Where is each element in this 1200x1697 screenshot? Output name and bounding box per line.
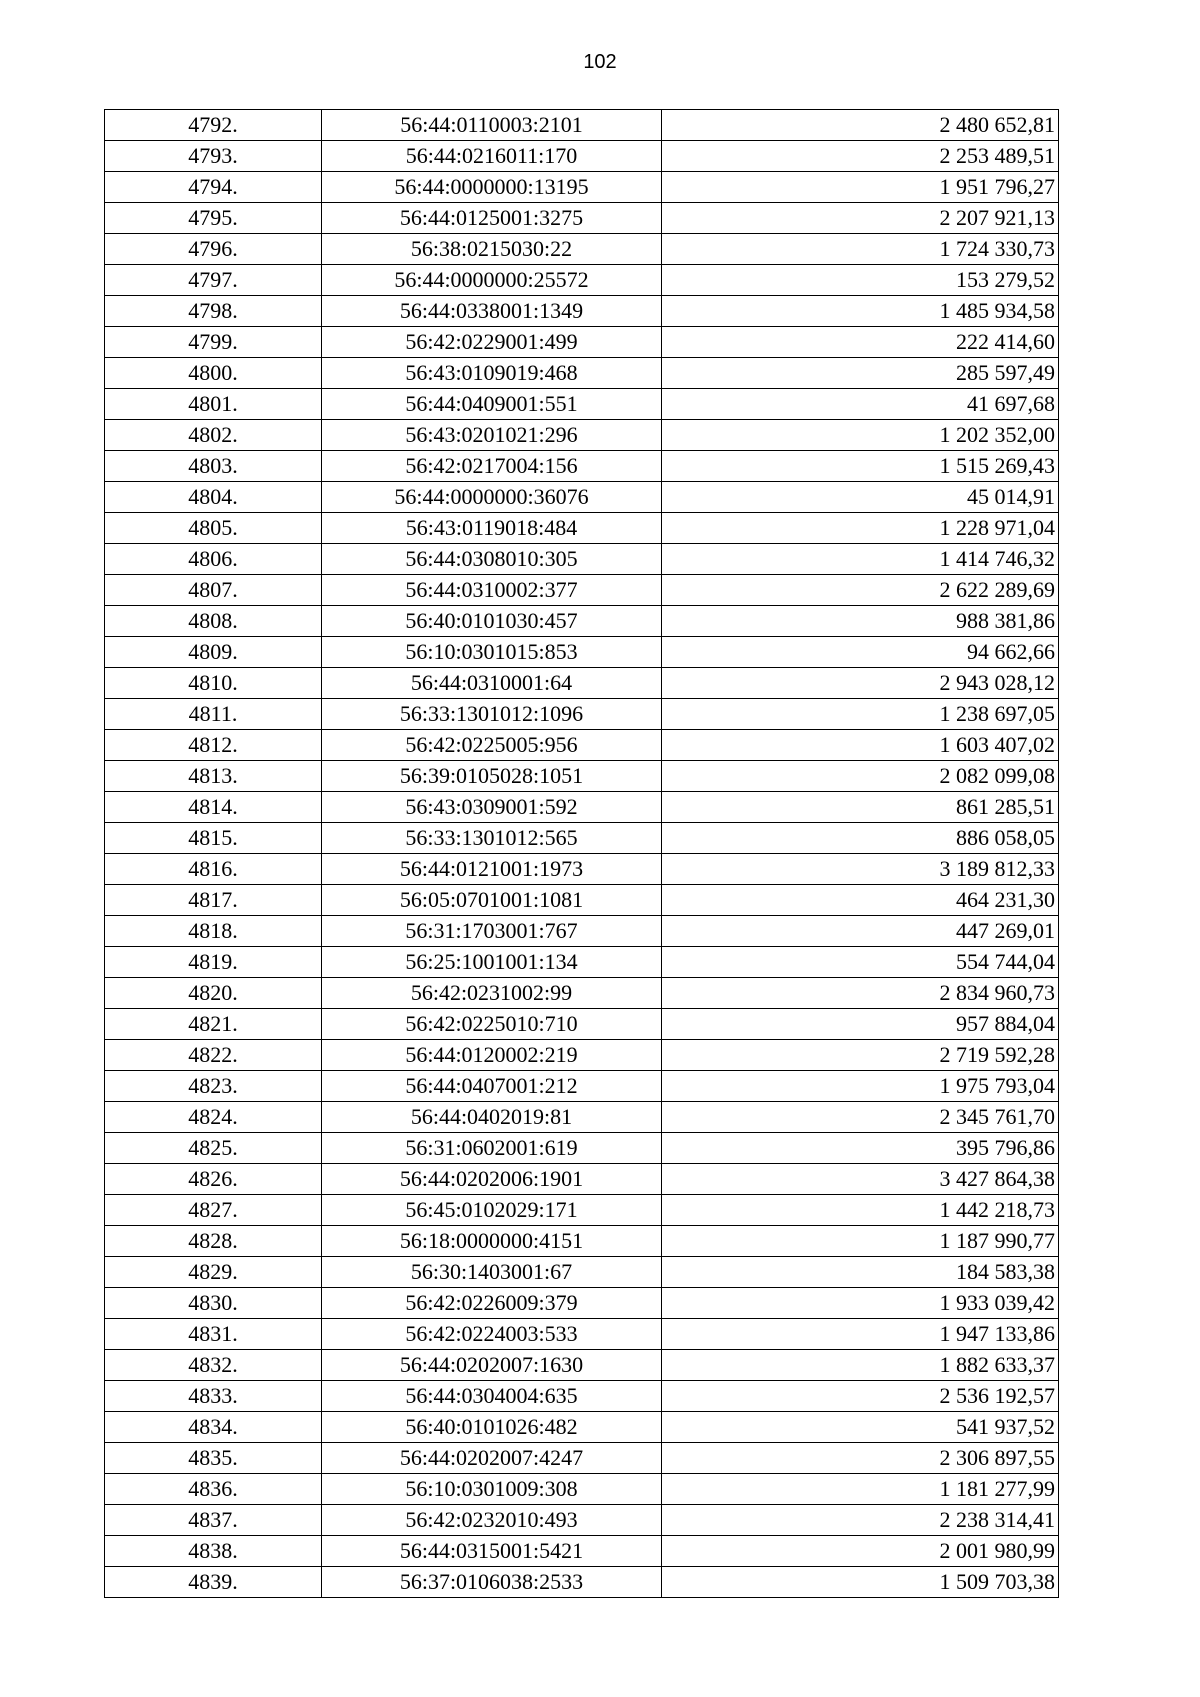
cadastral-value-cell: 2 943 028,12 xyxy=(662,668,1059,699)
cadastral-value-cell: 1 202 352,00 xyxy=(662,420,1059,451)
row-number-cell: 4820. xyxy=(105,978,322,1009)
cadastral-value-cell: 464 231,30 xyxy=(662,885,1059,916)
cadastral-value-cell: 1 187 990,77 xyxy=(662,1226,1059,1257)
table-row xyxy=(105,1195,1059,1226)
cadastral-number-cell: 56:42:0225010:710 xyxy=(322,1009,662,1040)
cadastral-value-cell: 2 253 489,51 xyxy=(662,141,1059,172)
table-row xyxy=(105,1071,1059,1102)
table-row xyxy=(105,1474,1059,1505)
row-number-cell: 4794. xyxy=(105,172,322,203)
cadastral-value-cell: 1 947 133,86 xyxy=(662,1319,1059,1350)
row-number-cell: 4821. xyxy=(105,1009,322,1040)
cadastral-value-cell: 395 796,86 xyxy=(662,1133,1059,1164)
cadastral-value-cell: 1 603 407,02 xyxy=(662,730,1059,761)
table-row xyxy=(105,1567,1059,1598)
row-number-cell: 4801. xyxy=(105,389,322,420)
table-row xyxy=(105,203,1059,234)
cadastral-number-cell: 56:42:0226009:379 xyxy=(322,1288,662,1319)
row-number-cell: 4831. xyxy=(105,1319,322,1350)
cadastral-value-cell: 1 975 793,04 xyxy=(662,1071,1059,1102)
table-row xyxy=(105,1350,1059,1381)
row-number-cell: 4839. xyxy=(105,1567,322,1598)
cadastral-value-cell: 1 485 934,58 xyxy=(662,296,1059,327)
cadastral-number-cell: 56:44:0409001:551 xyxy=(322,389,662,420)
cadastral-number-cell: 56:42:0225005:956 xyxy=(322,730,662,761)
row-number-cell: 4798. xyxy=(105,296,322,327)
cadastral-number-cell: 56:44:0202007:1630 xyxy=(322,1350,662,1381)
cadastral-number-cell: 56:44:0125001:3275 xyxy=(322,203,662,234)
cadastral-value-cell: 447 269,01 xyxy=(662,916,1059,947)
cadastral-value-cell: 1 228 971,04 xyxy=(662,513,1059,544)
table-row xyxy=(105,730,1059,761)
table-row xyxy=(105,1505,1059,1536)
row-number-cell: 4792. xyxy=(105,110,322,141)
cadastral-number-cell: 56:42:0217004:156 xyxy=(322,451,662,482)
cadastral-number-cell: 56:42:0229001:499 xyxy=(322,327,662,358)
row-number-cell: 4822. xyxy=(105,1040,322,1071)
table-row xyxy=(105,358,1059,389)
row-number-cell: 4830. xyxy=(105,1288,322,1319)
cadastral-number-cell: 56:44:0402019:81 xyxy=(322,1102,662,1133)
cadastral-value-cell: 41 697,68 xyxy=(662,389,1059,420)
cadastral-number-cell: 56:18:0000000:4151 xyxy=(322,1226,662,1257)
row-number-cell: 4806. xyxy=(105,544,322,575)
cadastral-value-cell: 541 937,52 xyxy=(662,1412,1059,1443)
cadastral-value-cell: 1 238 697,05 xyxy=(662,699,1059,730)
row-number-cell: 4796. xyxy=(105,234,322,265)
row-number-cell: 4807. xyxy=(105,575,322,606)
cadastral-value-cell: 1 414 746,32 xyxy=(662,544,1059,575)
table-row xyxy=(105,699,1059,730)
table-row xyxy=(105,544,1059,575)
cadastral-value-cell: 957 884,04 xyxy=(662,1009,1059,1040)
cadastral-value-cell: 2 238 314,41 xyxy=(662,1505,1059,1536)
cadastral-number-cell: 56:39:0105028:1051 xyxy=(322,761,662,792)
cadastral-number-cell: 56:43:0109019:468 xyxy=(322,358,662,389)
row-number-cell: 4811. xyxy=(105,699,322,730)
cadastral-value-cell: 3 427 864,38 xyxy=(662,1164,1059,1195)
row-number-cell: 4802. xyxy=(105,420,322,451)
table-row xyxy=(105,1009,1059,1040)
row-number-cell: 4835. xyxy=(105,1443,322,1474)
table-body xyxy=(105,110,1059,1598)
cadastral-number-cell: 56:43:0119018:484 xyxy=(322,513,662,544)
row-number-cell: 4837. xyxy=(105,1505,322,1536)
row-number-cell: 4819. xyxy=(105,947,322,978)
row-number-cell: 4808. xyxy=(105,606,322,637)
row-number-cell: 4824. xyxy=(105,1102,322,1133)
cadastral-value-cell: 2 082 099,08 xyxy=(662,761,1059,792)
cadastral-number-cell: 56:43:0201021:296 xyxy=(322,420,662,451)
cadastral-number-cell: 56:43:0309001:592 xyxy=(322,792,662,823)
cadastral-value-cell: 1 509 703,38 xyxy=(662,1567,1059,1598)
table-row xyxy=(105,978,1059,1009)
cadastral-number-cell: 56:44:0310002:377 xyxy=(322,575,662,606)
cadastral-number-cell: 56:44:0407001:212 xyxy=(322,1071,662,1102)
cadastral-value-cell: 2 622 289,69 xyxy=(662,575,1059,606)
row-number-cell: 4836. xyxy=(105,1474,322,1505)
row-number-cell: 4812. xyxy=(105,730,322,761)
cadastral-value-cell: 1 442 218,73 xyxy=(662,1195,1059,1226)
cadastral-number-cell: 56:44:0338001:1349 xyxy=(322,296,662,327)
cadastral-number-cell: 56:31:0602001:619 xyxy=(322,1133,662,1164)
row-number-cell: 4800. xyxy=(105,358,322,389)
cadastral-value-cell: 285 597,49 xyxy=(662,358,1059,389)
row-number-cell: 4793. xyxy=(105,141,322,172)
cadastral-number-cell: 56:05:0701001:1081 xyxy=(322,885,662,916)
row-number-cell: 4833. xyxy=(105,1381,322,1412)
cadastral-number-cell: 56:31:1703001:767 xyxy=(322,916,662,947)
table-row xyxy=(105,265,1059,296)
cadastral-value-cell: 1 181 277,99 xyxy=(662,1474,1059,1505)
table-row xyxy=(105,420,1059,451)
cadastral-number-cell: 56:33:1301012:565 xyxy=(322,823,662,854)
row-number-cell: 4827. xyxy=(105,1195,322,1226)
table-row xyxy=(105,1102,1059,1133)
cadastral-value-table xyxy=(104,109,1059,1598)
cadastral-value-cell: 1 933 039,42 xyxy=(662,1288,1059,1319)
table-row xyxy=(105,854,1059,885)
cadastral-value-cell: 2 345 761,70 xyxy=(662,1102,1059,1133)
row-number-cell: 4804. xyxy=(105,482,322,513)
cadastral-value-cell: 3 189 812,33 xyxy=(662,854,1059,885)
table-row xyxy=(105,1536,1059,1567)
cadastral-number-cell: 56:44:0308010:305 xyxy=(322,544,662,575)
cadastral-value-cell: 861 285,51 xyxy=(662,792,1059,823)
row-number-cell: 4838. xyxy=(105,1536,322,1567)
cadastral-number-cell: 56:44:0121001:1973 xyxy=(322,854,662,885)
table-row xyxy=(105,1288,1059,1319)
cadastral-value-cell: 94 662,66 xyxy=(662,637,1059,668)
row-number-cell: 4797. xyxy=(105,265,322,296)
cadastral-value-cell: 2 536 192,57 xyxy=(662,1381,1059,1412)
table-row xyxy=(105,823,1059,854)
table-row xyxy=(105,668,1059,699)
row-number-cell: 4816. xyxy=(105,854,322,885)
row-number-cell: 4832. xyxy=(105,1350,322,1381)
row-number-cell: 4834. xyxy=(105,1412,322,1443)
row-number-cell: 4810. xyxy=(105,668,322,699)
table-row xyxy=(105,792,1059,823)
cadastral-value-cell: 1 951 796,27 xyxy=(662,172,1059,203)
cadastral-number-cell: 56:44:0110003:2101 xyxy=(322,110,662,141)
cadastral-number-cell: 56:42:0232010:493 xyxy=(322,1505,662,1536)
cadastral-number-cell: 56:38:0215030:22 xyxy=(322,234,662,265)
cadastral-number-cell: 56:44:0000000:13195 xyxy=(322,172,662,203)
table-row xyxy=(105,451,1059,482)
row-number-cell: 4795. xyxy=(105,203,322,234)
table-row xyxy=(105,482,1059,513)
cadastral-number-cell: 56:44:0202006:1901 xyxy=(322,1164,662,1195)
cadastral-number-cell: 56:44:0315001:5421 xyxy=(322,1536,662,1567)
table-row xyxy=(105,1412,1059,1443)
table-row xyxy=(105,141,1059,172)
table-row xyxy=(105,389,1059,420)
table-row xyxy=(105,172,1059,203)
cadastral-number-cell: 56:37:0106038:2533 xyxy=(322,1567,662,1598)
table-row xyxy=(105,1381,1059,1412)
cadastral-number-cell: 56:30:1403001:67 xyxy=(322,1257,662,1288)
table-row xyxy=(105,637,1059,668)
table-row xyxy=(105,1133,1059,1164)
cadastral-number-cell: 56:40:0101030:457 xyxy=(322,606,662,637)
table-row xyxy=(105,110,1059,141)
row-number-cell: 4818. xyxy=(105,916,322,947)
cadastral-number-cell: 56:10:0301009:308 xyxy=(322,1474,662,1505)
row-number-cell: 4823. xyxy=(105,1071,322,1102)
table-row xyxy=(105,1319,1059,1350)
row-number-cell: 4815. xyxy=(105,823,322,854)
cadastral-value-cell: 2 306 897,55 xyxy=(662,1443,1059,1474)
cadastral-value-cell: 2 207 921,13 xyxy=(662,203,1059,234)
cadastral-number-cell: 56:42:0231002:99 xyxy=(322,978,662,1009)
table-row xyxy=(105,1164,1059,1195)
row-number-cell: 4817. xyxy=(105,885,322,916)
cadastral-value-cell: 886 058,05 xyxy=(662,823,1059,854)
table-row xyxy=(105,761,1059,792)
cadastral-number-cell: 56:33:1301012:1096 xyxy=(322,699,662,730)
cadastral-number-cell: 56:44:0000000:36076 xyxy=(322,482,662,513)
cadastral-value-cell: 554 744,04 xyxy=(662,947,1059,978)
page-number: 102 xyxy=(583,51,617,73)
cadastral-number-cell: 56:45:0102029:171 xyxy=(322,1195,662,1226)
table-row xyxy=(105,1257,1059,1288)
cadastral-value-cell: 1 724 330,73 xyxy=(662,234,1059,265)
cadastral-number-cell: 56:44:0216011:170 xyxy=(322,141,662,172)
table-row xyxy=(105,513,1059,544)
table-row xyxy=(105,1040,1059,1071)
cadastral-value-cell: 988 381,86 xyxy=(662,606,1059,637)
cadastral-number-cell: 56:25:1001001:134 xyxy=(322,947,662,978)
row-number-cell: 4814. xyxy=(105,792,322,823)
table-row xyxy=(105,327,1059,358)
cadastral-number-cell: 56:44:0120002:219 xyxy=(322,1040,662,1071)
cadastral-value-cell: 45 014,91 xyxy=(662,482,1059,513)
table-row xyxy=(105,234,1059,265)
cadastral-value-cell: 2 480 652,81 xyxy=(662,110,1059,141)
row-number-cell: 4826. xyxy=(105,1164,322,1195)
table-row xyxy=(105,296,1059,327)
table-row xyxy=(105,575,1059,606)
cadastral-value-cell: 2 834 960,73 xyxy=(662,978,1059,1009)
cadastral-value-cell: 1 515 269,43 xyxy=(662,451,1059,482)
cadastral-number-cell: 56:44:0202007:4247 xyxy=(322,1443,662,1474)
row-number-cell: 4805. xyxy=(105,513,322,544)
table-row xyxy=(105,947,1059,978)
table-row xyxy=(105,606,1059,637)
cadastral-number-cell: 56:44:0310001:64 xyxy=(322,668,662,699)
cadastral-number-cell: 56:10:0301015:853 xyxy=(322,637,662,668)
cadastral-value-cell: 184 583,38 xyxy=(662,1257,1059,1288)
table-row xyxy=(105,885,1059,916)
row-number-cell: 4829. xyxy=(105,1257,322,1288)
cadastral-number-cell: 56:42:0224003:533 xyxy=(322,1319,662,1350)
cadastral-value-cell: 222 414,60 xyxy=(662,327,1059,358)
table-row xyxy=(105,1226,1059,1257)
cadastral-number-cell: 56:40:0101026:482 xyxy=(322,1412,662,1443)
cadastral-value-cell: 1 882 633,37 xyxy=(662,1350,1059,1381)
cadastral-value-cell: 2 719 592,28 xyxy=(662,1040,1059,1071)
cadastral-value-cell: 2 001 980,99 xyxy=(662,1536,1059,1567)
row-number-cell: 4825. xyxy=(105,1133,322,1164)
cadastral-number-cell: 56:44:0000000:25572 xyxy=(322,265,662,296)
cadastral-value-cell: 153 279,52 xyxy=(662,265,1059,296)
table-row xyxy=(105,916,1059,947)
row-number-cell: 4803. xyxy=(105,451,322,482)
table-row xyxy=(105,1443,1059,1474)
row-number-cell: 4813. xyxy=(105,761,322,792)
cadastral-number-cell: 56:44:0304004:635 xyxy=(322,1381,662,1412)
row-number-cell: 4828. xyxy=(105,1226,322,1257)
row-number-cell: 4809. xyxy=(105,637,322,668)
row-number-cell: 4799. xyxy=(105,327,322,358)
